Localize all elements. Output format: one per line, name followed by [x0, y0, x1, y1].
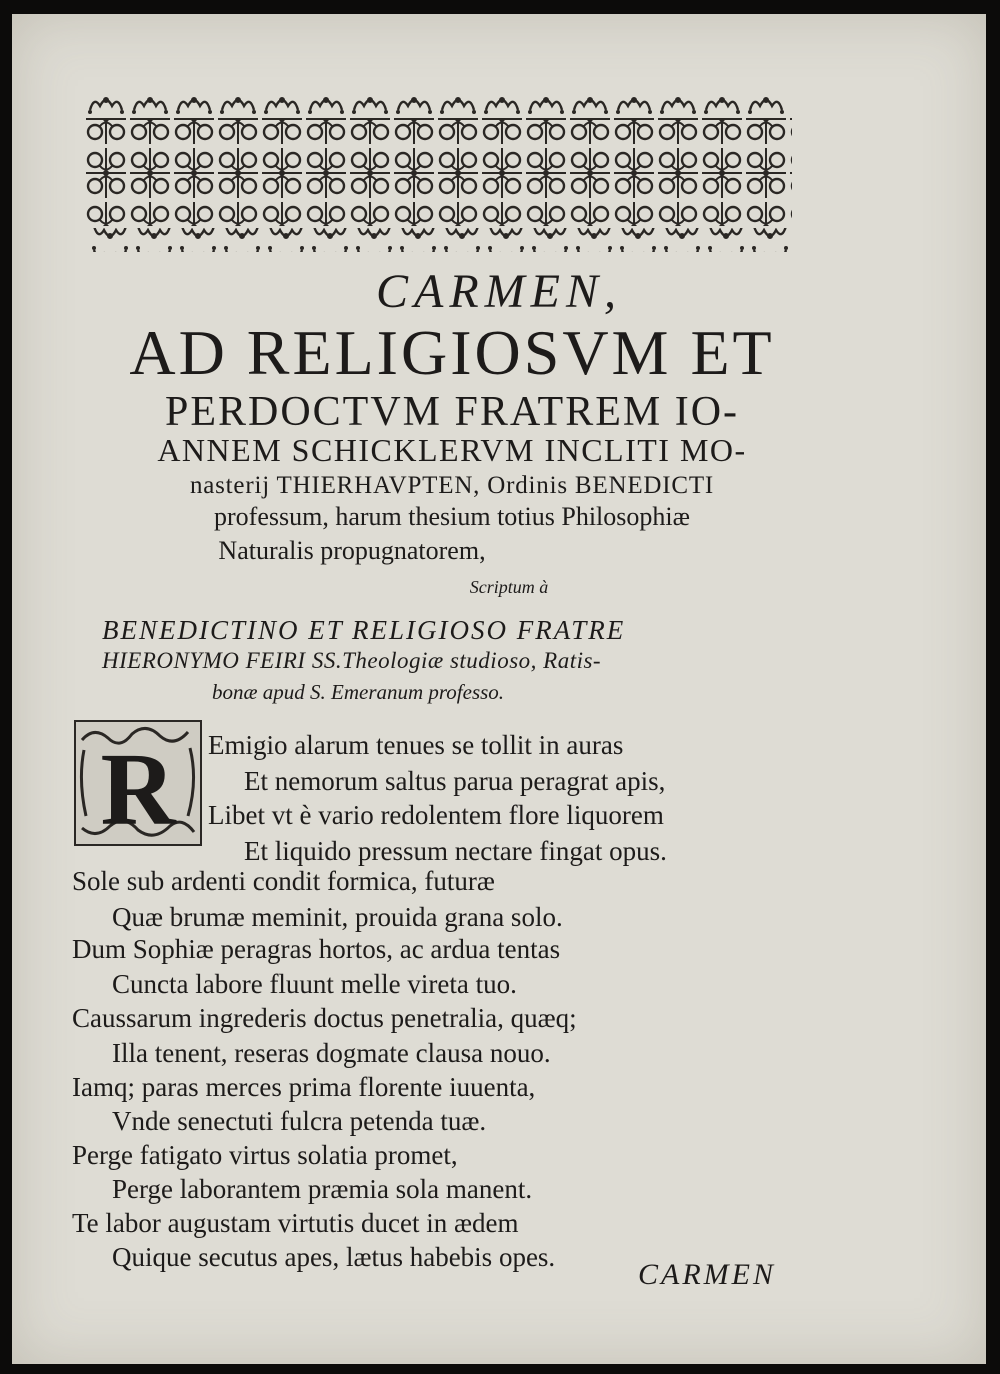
- svg-text:R: R: [100, 732, 176, 846]
- verse-line-16: Quique secutus apes, lætus habebis opes.: [112, 1242, 556, 1272]
- scriptum-label: Scriptum à: [469, 577, 549, 597]
- floral-border-ornament-icon: [84, 92, 792, 254]
- verse-line-10: Illa tenent, reseras dogmate clausa nouo.: [112, 1038, 551, 1068]
- author-line-3: bonæ apud S. Emeranum professo.: [212, 680, 505, 704]
- title-line-4: nasterij THIERHAVPTEN, Ordinis BENEDICTI: [189, 472, 715, 499]
- title-carmen: CARMEN,: [376, 265, 622, 318]
- catchword: CARMEN: [638, 1258, 776, 1291]
- verse-line-6: Quæ brumæ meminit, prouida grana solo.: [112, 902, 563, 932]
- verse-line-8: Cuncta labore fluunt melle vireta tuo.: [112, 969, 517, 999]
- book-page: [12, 14, 986, 1364]
- author-line-1: BENEDICTINO ET RELIGIOSO FRATRE: [102, 615, 626, 645]
- verse-line-15: Te labor augustam virtutis ducet in ædem: [72, 1208, 519, 1238]
- verse-line-12: Vnde senectuti fulcra petenda tuæ.: [112, 1106, 487, 1136]
- verse-line-2: Et nemorum saltus parua peragrat apis,: [244, 766, 666, 796]
- verse-line-4: Et liquido pressum nectare fingat opus.: [244, 836, 667, 866]
- title-line-1: AD RELIGIOSVM ET: [129, 317, 775, 388]
- verse-line-11: Iamq; paras merces prima florente iuuenta,: [72, 1072, 536, 1102]
- verse-line-5: Sole sub ardenti condit formica, futuræ: [72, 866, 495, 896]
- verse-line-1: Emigio alarum tenues se tollit in auras: [208, 730, 624, 760]
- title-line-3: ANNEM SCHICKLERVM INCLITI MO-: [157, 432, 747, 468]
- verse-line-14: Perge laborantem præmia sola manent.: [112, 1174, 533, 1204]
- decorated-initial-r-icon: [74, 720, 202, 846]
- verse-line-13: Perge fatigato virtus solatia promet,: [72, 1140, 458, 1170]
- title-line-6: Naturalis propugnatorem,: [218, 536, 486, 565]
- author-line-2: HIERONYMO FEIRI SS.Theologiæ studioso, Ratis-: [102, 648, 602, 673]
- verse-line-7: Dum Sophiæ peragras hortos, ac ardua tentas: [72, 934, 561, 964]
- title-line-2: PERDOCTVM FRATREM IO-: [164, 389, 740, 435]
- verse-line-3: Libet vt è vario redolentem flore liquorem: [208, 800, 664, 830]
- title-line-5: professum, harum thesium totius Philosophiæ: [214, 502, 690, 531]
- verse-line-9: Caussarum ingrederis doctus penetralia, quæq;: [72, 1003, 577, 1033]
